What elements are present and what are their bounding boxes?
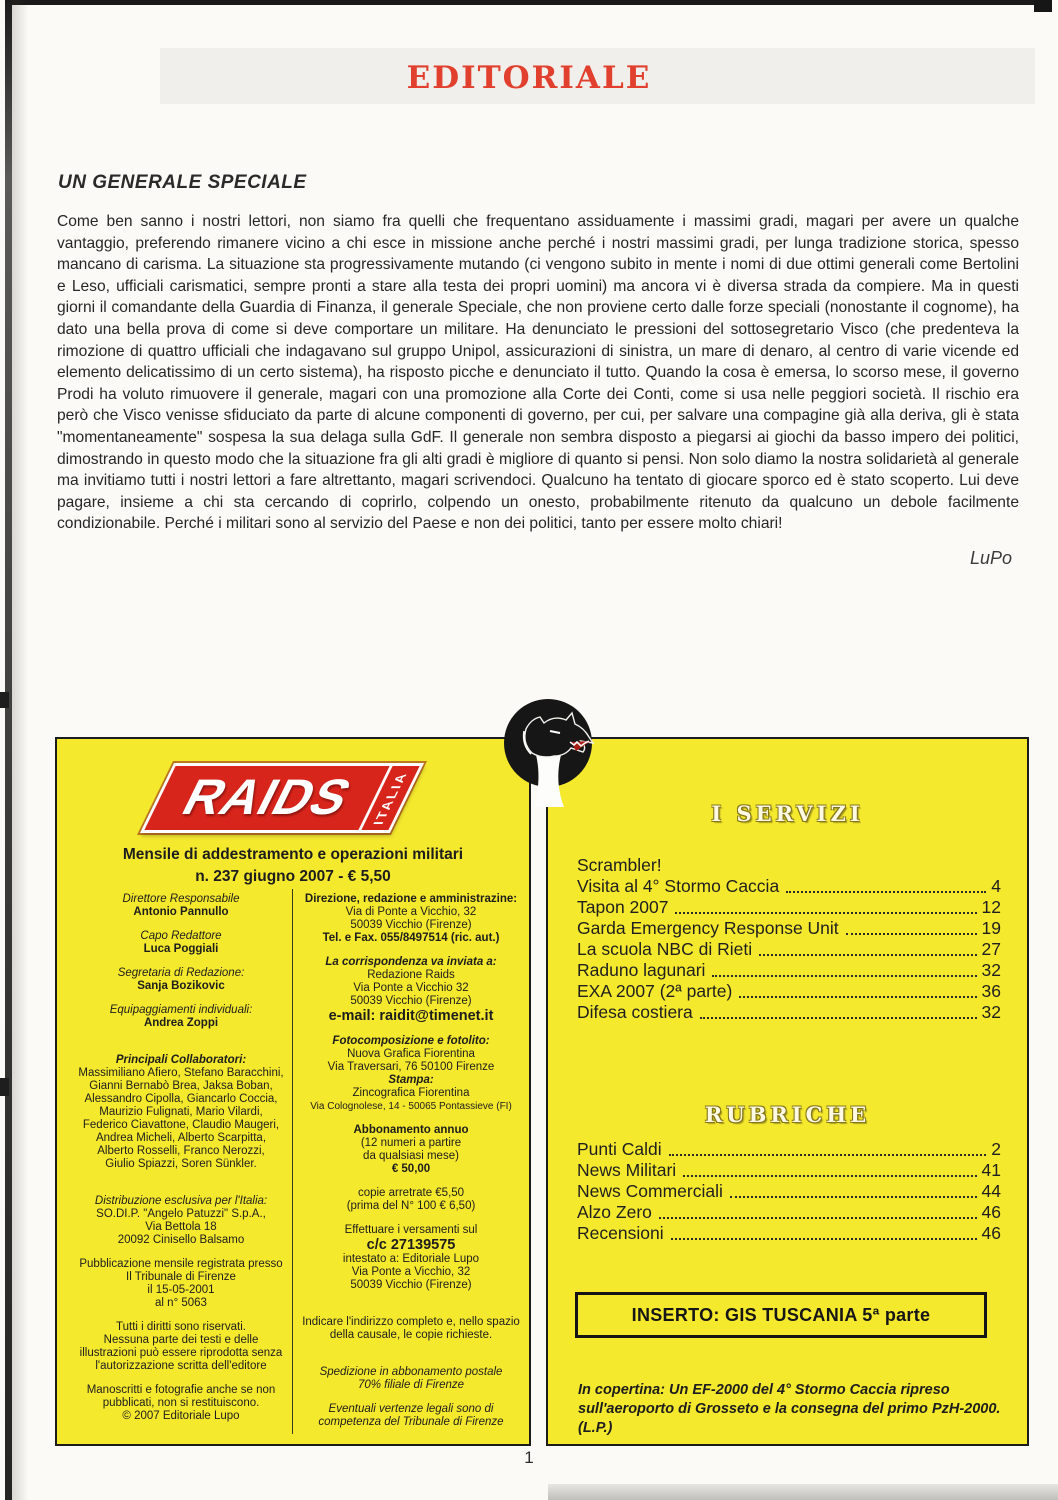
toc-item-page: 41	[981, 1160, 1001, 1180]
magazine-tagline: Mensile di addestramento e operazioni militari	[122, 846, 464, 863]
toc-item	[577, 1002, 1001, 1023]
toc-item-label: Visita al 4° Stormo Caccia	[577, 876, 780, 896]
masthead-line: da qualsiasi mese)	[363, 1150, 459, 1162]
masthead-line: Effettuare i versamenti sul	[344, 1224, 478, 1236]
toc-item-label: EXA 2007 (2ª parte)	[577, 981, 733, 1001]
toc-dot-leader	[786, 891, 986, 893]
toc-dot-leader	[671, 1238, 977, 1240]
masthead-line: al n° 5063	[155, 1297, 207, 1309]
masthead-line: Maurizio Fulignati, Mario Vilardi,	[99, 1106, 263, 1118]
toc-item-label: News Militari	[577, 1160, 677, 1180]
masthead-line: Segretaria di Redazione:	[117, 967, 245, 979]
masthead-line: il 15-05-2001	[147, 1284, 215, 1296]
masthead-line: Fotocomposizione e fotolito:	[332, 1035, 490, 1047]
editorial-heading: UN GENERALE SPECIALE	[58, 172, 307, 193]
rubriche-list	[577, 1139, 1001, 1244]
masthead-line: competenza del Tribunale di Firenze	[318, 1416, 504, 1428]
masthead-line: Federico Ciavattone, Claudio Maugeri,	[82, 1119, 280, 1131]
toc-item	[577, 960, 1001, 981]
scan-edge-top	[6, 0, 1043, 5]
masthead-line: Il Tribunale di Firenze	[126, 1271, 236, 1283]
toc-item-page: 12	[981, 897, 1001, 917]
masthead-line: 20092 Cinisello Balsamo	[117, 1234, 245, 1246]
toc-item	[577, 1202, 1001, 1223]
cover-caption: In copertina: Un EF-2000 del 4° Stormo Caccia ripreso sull'aeroporto di Grosseto e la consegna del primo PzH-2000. (L.P.)	[578, 1382, 1001, 1436]
masthead-line: Via di Ponte a Vicchio, 32	[345, 906, 477, 918]
toc-item	[577, 939, 1001, 960]
masthead-line: Direttore Responsabile	[122, 893, 240, 905]
editorial-body: Come ben sanno i nostri lettori, non siamo fra quelli che frequentano assiduamente i massimi gradi, magari per avere un qualche vantaggio, preferendo rimanere vicino a chi esce in missione anche perché i nostri massimi gradi, per lunga tradizione storica, spesso mancano di carisma. La situazione sta progressivamente mutando (ci vengono subito in mente i nomi di due ottimi generali come Bertolini e Leso, ufficiali carismatici, sempre pronti a stare alla testa dei propri uomini) ma ancora vi è diversa strada da compiere. Ma in questi giorni il comandante della Guardia di Finanza, il generale Speciale, che non proviene certo dalle forze speciali (nonostante il cognome), ha dato una bella prova di come si deve comportare un militare. Ha denunciato le pressioni del sottosegretario Visco (che predenteva la rimozione di quattro ufficiali che indagavano sul gruppo Unipol, assicurazioni di sinistra, un mare di denaro, al centro di varie vicende ed elemento delicatissimo di un certo sistema), ha risposto picche e denunciato il tutto. Quando la cosa è emersa, lo scorso mese, il governo Prodi ha voluto rimuovere il generale, magari con una promozione alla Corte dei Conti, come si usa nelle peggiori società. Il rischio era però che Visco venisse sfiduciato da parte di alcune componenti di governo, per cui, per salvare una compagine già alla deriva, gli è stata "momentaneamente" sospesa la sua delaga sulla GdF. Il generale non sembra disposto a piegarsi ai giochi da basso impero dei politici, dimostrando in questo modo che la situazione fra gli alti gradi è migliore di quanto si pensi. Non solo diamo la nostra solidarietà al generale ma invitiamo tutti i nostri lettori a fare altrettanto, magari scrivendoci. Qualcuno ha tentato di giocare sporco ed è stato scoperto. Lui deve pagare, insieme a chi sta cercando di coprirlo, colpendo un onesto, probabilmente ritenuto da qualcuno un debole facilmente condizionabile. Perché i militari sono al servizio del Paese e non dei politici, tanto per essere molto chiari!	[57, 213, 1019, 533]
masthead-line: Nessuna parte dei testi e delle	[103, 1334, 259, 1346]
masthead-line: Spedizione in abbonamento postale	[319, 1366, 503, 1378]
masthead-line: Via Traversari, 76 50100 Firenze	[327, 1061, 495, 1073]
servizi-list	[577, 855, 1001, 1023]
masthead-line: Stampa:	[388, 1074, 434, 1086]
toc-item-label: La scuola NBC di Rieti	[577, 939, 753, 959]
toc-item	[577, 1139, 1001, 1160]
scan-spine-edge	[5, 0, 12, 1500]
toc-item-label: Alzo Zero	[577, 1202, 652, 1222]
masthead-line: Andrea Micheli, Alberto Scarpitta,	[95, 1132, 267, 1144]
masthead-line: Massimiliano Afiero, Stefano Baracchini,	[78, 1067, 284, 1079]
contents-panel	[546, 737, 1029, 1446]
toc-item-page: 46	[981, 1202, 1001, 1222]
toc-item	[577, 1160, 1001, 1181]
masthead-line: 50039 Vicchio (Firenze)	[350, 919, 472, 931]
issue-info: n. 237 giugno 2007 - € 5,50	[195, 868, 391, 885]
masthead-line: copie arretrate €5,50	[357, 1187, 465, 1199]
toc-dot-leader	[683, 1175, 976, 1177]
inserto-box	[575, 1292, 987, 1338]
masthead-line: Eventuali vertenze legali sono di	[328, 1403, 494, 1415]
masthead-line: Redazione Raids	[367, 969, 455, 981]
toc-item-label: Raduno lagunari	[577, 960, 706, 980]
scan-bottom-shadow	[548, 1484, 1058, 1500]
masthead-line: Giulio Spiazzi, Soren Sünkler.	[105, 1158, 257, 1170]
toc-item	[577, 1181, 1001, 1202]
toc-dot-leader	[675, 912, 976, 914]
toc-item-page: 19	[981, 918, 1001, 938]
page-title: EDITORIALE	[406, 60, 652, 96]
masthead-admin-column	[298, 893, 524, 1429]
scan-spine-shadow	[12, 0, 28, 1500]
masthead-line: intestato a: Editoriale Lupo	[342, 1253, 480, 1265]
masthead-line: illustrazioni può essere riprodotta senza	[79, 1347, 283, 1359]
spine-mark	[0, 692, 9, 708]
toc-dot-leader	[669, 1154, 987, 1156]
toc-item-page: 4	[991, 876, 1001, 896]
toc-dot-leader	[730, 1196, 977, 1198]
masthead-line: 70% filiale di Firenze	[357, 1379, 465, 1391]
masthead-line: Sanja Bozikovic	[137, 980, 225, 992]
masthead-line: (prima del N° 100 € 6,50)	[346, 1200, 476, 1212]
masthead-line: Distribuzione esclusiva per l'Italia:	[94, 1195, 268, 1207]
rubriche-section-title: RUBRICHE	[704, 1102, 871, 1127]
masthead-line: Equipaggiamenti individuali:	[109, 1004, 253, 1016]
masthead-line: Pubblicazione mensile registrata presso	[79, 1258, 283, 1270]
toc-item-label: Difesa costiera	[577, 1002, 693, 1022]
toc-dot-leader	[700, 1017, 977, 1019]
masthead-line: Zincografica Fiorentina	[352, 1087, 470, 1099]
masthead-line: Alberto Rosselli, Franco Nerozzi,	[97, 1145, 265, 1157]
masthead-line: c/c 27139575	[366, 1237, 456, 1253]
masthead-line: Nuova Grafica Fiorentina	[347, 1048, 475, 1060]
masthead-line: 50039 Vicchio (Firenze)	[350, 1279, 472, 1291]
toc-item-page: 32	[981, 1002, 1001, 1022]
masthead-line: Antonio Pannullo	[133, 906, 229, 918]
masthead-line: Luca Poggiali	[143, 943, 219, 955]
servizi-section-title: I SERVIZI	[711, 801, 864, 826]
toc-dot-leader	[846, 933, 977, 935]
masthead-line: pubblicati, non si restituiscono.	[102, 1397, 260, 1409]
masthead-line: SO.DI.P. "Angelo Patuzzi" S.p.A.,	[96, 1208, 266, 1220]
masthead-line: (12 numeri a partire	[360, 1137, 462, 1149]
toc-dot-leader	[712, 975, 976, 977]
masthead-line: Direzione, redazione e amministrazine:	[304, 893, 518, 905]
masthead-line: Tel. e Fax. 055/8497514 (ric. aut.)	[322, 932, 500, 944]
masthead-line: 50039 Vicchio (Firenze)	[350, 995, 472, 1007]
toc-item-page: 2	[991, 1139, 1001, 1159]
toc-item-label: News Commerciali	[577, 1181, 723, 1201]
masthead-line: Alessandro Cipolla, Giancarlo Coccia,	[84, 1093, 278, 1105]
masthead-line: l'autorizzazione scritta dell'editore	[95, 1360, 267, 1372]
masthead-line: Capo Redattore	[140, 930, 222, 942]
toc-item	[577, 876, 1001, 897]
toc-item-page: 46	[981, 1223, 1001, 1243]
masthead-line: e-mail: raidit@timenet.it	[328, 1008, 494, 1024]
masthead-line: Abbonamento annuo	[353, 1124, 469, 1136]
masthead-line: La corrispondenza va inviata a:	[325, 956, 497, 968]
toc-item-label: Scrambler!	[577, 855, 662, 875]
spine-mark	[0, 1078, 9, 1096]
inserto-label: INSERTO: GIS TUSCANIA 5ª parte	[631, 1304, 931, 1325]
toc-dot-leader	[739, 996, 976, 998]
masthead-line: Tutti i diritti sono riservati.	[116, 1321, 246, 1333]
toc-item-page: 27	[981, 939, 1001, 959]
masthead-line: Manoscritti e fotografie anche se non	[86, 1384, 276, 1396]
masthead-line: Gianni Bernabò Brea, Jaksa Boban,	[89, 1080, 273, 1092]
masthead-line: Andrea Zoppi	[143, 1017, 219, 1029]
masthead-staff-column	[69, 893, 293, 1423]
toc-dot-leader	[759, 954, 976, 956]
toc-item-label: Recensioni	[577, 1223, 664, 1243]
toc-dot-leader	[659, 1217, 977, 1219]
raids-logo-subtext: ITALIA	[370, 771, 411, 825]
scan-corner-top-right	[1034, 0, 1052, 12]
raids-logo	[140, 763, 424, 833]
masthead-line: Via Ponte a Vicchio, 32	[351, 1266, 471, 1278]
toc-item-label: Tapon 2007	[577, 897, 669, 917]
masthead-line: € 50,00	[391, 1163, 431, 1175]
masthead-line: della causale, le copie richieste.	[329, 1329, 493, 1341]
toc-item-page: 32	[981, 960, 1001, 980]
wolf-logo-icon	[498, 697, 598, 809]
toc-item-label: Punti Caldi	[577, 1139, 662, 1159]
toc-item	[577, 918, 1001, 939]
toc-item-page: 36	[981, 981, 1001, 1001]
masthead-line: Via Colognolese, 14 - 50065 Pontassieve (FI)	[310, 1101, 512, 1112]
masthead-panel	[55, 737, 531, 1446]
toc-item	[577, 981, 1001, 1002]
masthead-line: Indicare l'indirizzo completo e, nello spazio	[302, 1316, 520, 1328]
masthead-line: © 2007 Editoriale Lupo	[122, 1410, 240, 1422]
toc-item	[577, 855, 1001, 876]
toc-item-page: 44	[981, 1181, 1001, 1201]
toc-item	[577, 897, 1001, 918]
toc-item-label: Garda Emergency Response Unit	[577, 918, 839, 938]
masthead-line: Via Ponte a Vicchio 32	[353, 982, 469, 994]
masthead-line: Principali Collaboratori:	[115, 1054, 247, 1066]
toc-item	[577, 1223, 1001, 1244]
page-number: 1	[524, 1448, 534, 1467]
masthead-line: Via Bettola 18	[145, 1221, 217, 1233]
editorial-signature: LuPo	[969, 548, 1012, 568]
raids-logo-text: RAIDS	[173, 769, 362, 825]
